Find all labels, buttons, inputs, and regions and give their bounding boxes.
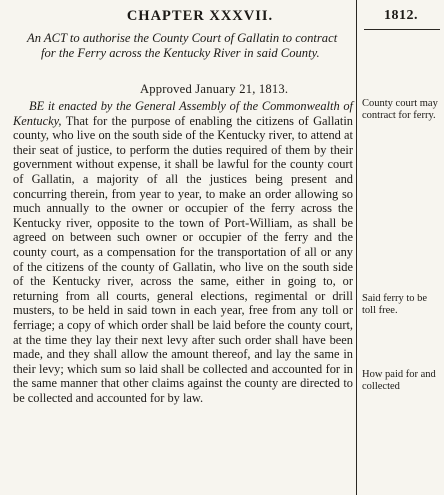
act-title: An ACT to authorise the County Court of Gallatin to contract for the Ferry across the Kentucky River in said County. [27, 31, 338, 60]
year-heading: 1812. [384, 8, 418, 23]
margin-note-contract: County court may contract for ferry. [362, 98, 438, 121]
margin-rule [356, 0, 357, 495]
margin-note-toll-free: Said ferry to be toll free. [362, 293, 428, 316]
approval-date: Approved January 21, 1813. [140, 82, 289, 96]
margin-note-payment: How paid for and collected [362, 369, 436, 392]
enacting-clause: BE it enacted by the General Assembly of the Commonwealth of Kentucky, [13, 99, 353, 128]
chapter-heading: CHAPTER XXXVII. [126, 8, 274, 24]
year-underline [364, 29, 440, 30]
act-body [13, 99, 353, 405]
act-body-text: That for the purpose of enabling the citizens of Gallatin county, who live on the south side of the Kentucky river, to attend at their seat of justice, to perform the duties required of them by their government without expense, it shall be lawful for the county court of Gallatin, a majority of all the justices being present and concurring therein, from year to year, to make an order allowing so much annually to the owner or occupier of the ferry across the Kentucky river, opposite to the town of Port-William, as shall be agreed on between such owner or occupier of the ferry and the county court, as a compensation for the transportation of all or any of the citizens of the county of Gallatin, who live on the south side of the Kentucky river, across the same, either in going to, or returning from all courts, general elections, regimental or drill musters, to be held in said town in each year, free from any toll or ferriage; a copy of which order shall be laid before the county court, at the time they lay their next levy after such order shall have been made, and they shall allow the amount thereof, and lay the same in their levy; which sum so laid shall be collected and accounted for in the same manner that other claims against the county are directed to be collected and accounted for by law. [13, 113, 353, 405]
